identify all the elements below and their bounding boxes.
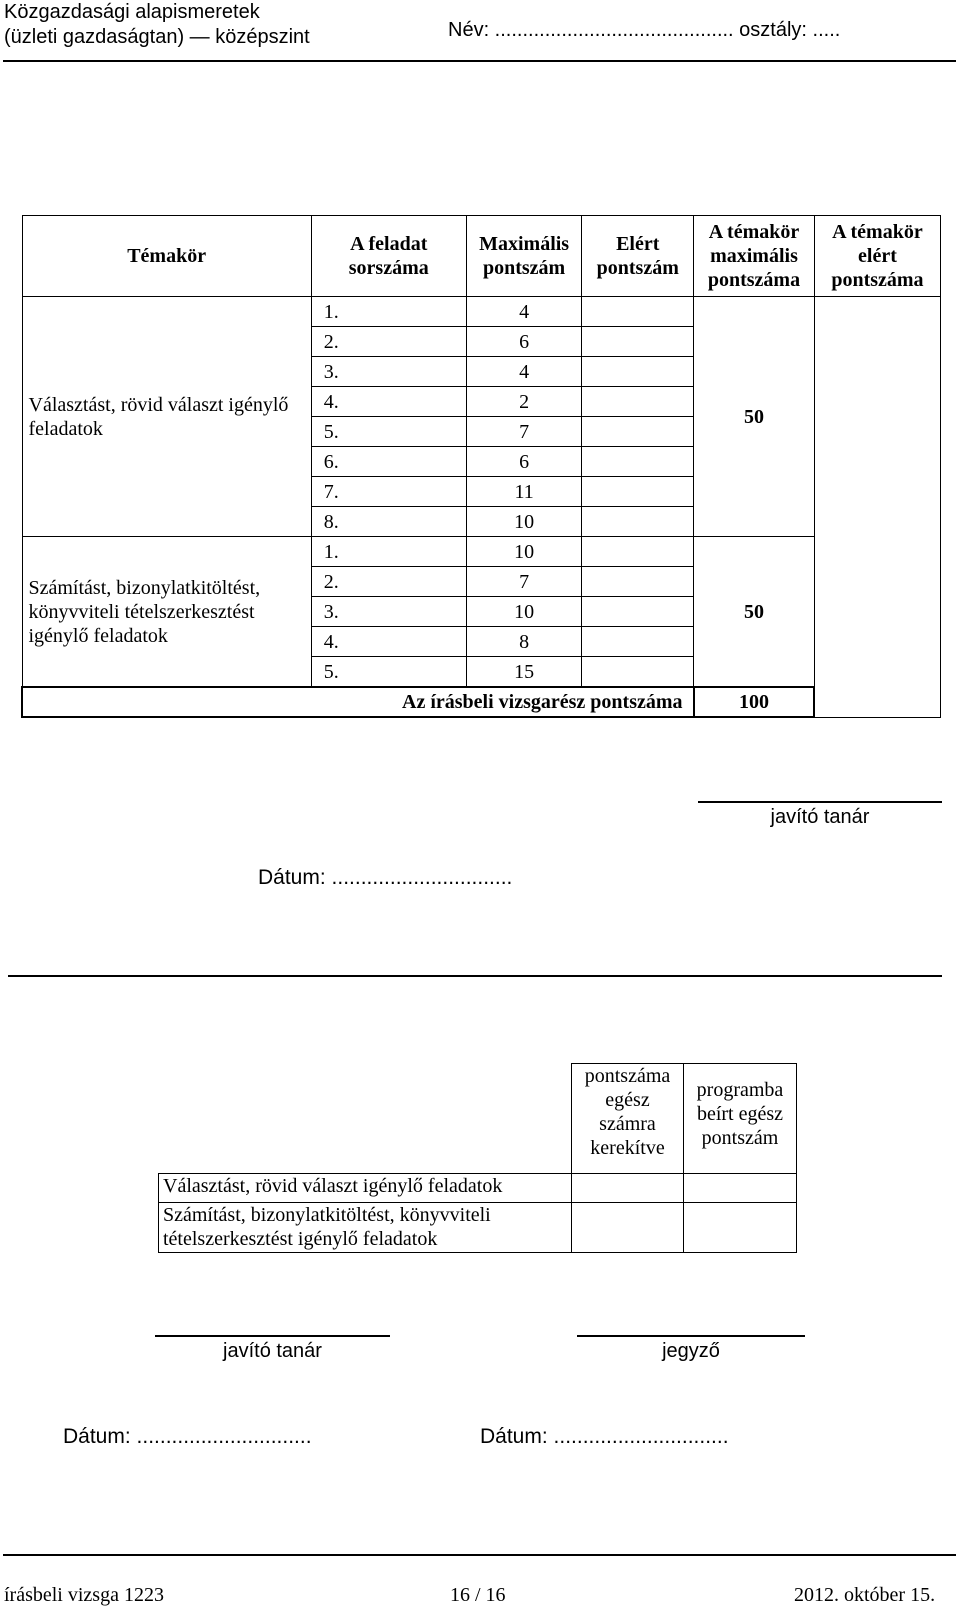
program-score-cell bbox=[684, 1174, 797, 1203]
score-table bbox=[21, 215, 941, 718]
topic-max-points: 50 bbox=[694, 297, 815, 537]
total-max-points: 100 bbox=[694, 687, 815, 717]
max-points: 15 bbox=[466, 657, 582, 688]
footer-exam-code: írásbeli vizsga 1223 bbox=[4, 1584, 164, 1606]
max-points: 7 bbox=[466, 567, 582, 597]
col-header-task-number: A feladat sorszáma bbox=[311, 216, 466, 297]
achieved-points-cell bbox=[582, 507, 694, 537]
task-number: 1. bbox=[311, 297, 466, 327]
program-score-cell bbox=[684, 1203, 797, 1253]
topic-achieved-cell bbox=[814, 297, 940, 718]
date-field-grader: Dátum: .............................. bbox=[63, 1425, 312, 1448]
task-number: 1. bbox=[311, 537, 466, 567]
max-points: 10 bbox=[466, 537, 582, 567]
signature-label-notary: jegyző bbox=[662, 1340, 720, 1362]
header-rounded-score bbox=[572, 1064, 684, 1174]
achieved-points-cell bbox=[582, 537, 694, 567]
achieved-points-cell bbox=[582, 387, 694, 417]
achieved-points-cell bbox=[582, 567, 694, 597]
task-number: 4. bbox=[311, 387, 466, 417]
max-points: 4 bbox=[466, 297, 582, 327]
max-points: 6 bbox=[466, 447, 582, 477]
section-divider bbox=[8, 975, 942, 977]
topic-name: Választást, rövid választ igénylő feladatok bbox=[22, 297, 311, 537]
task-number: 2. bbox=[311, 567, 466, 597]
max-points: 8 bbox=[466, 627, 582, 657]
task-number: 4. bbox=[311, 627, 466, 657]
signature-line bbox=[698, 801, 942, 803]
task-number: 8. bbox=[311, 507, 466, 537]
header-program-score-text: programba beírt egész pontszám bbox=[696, 1079, 784, 1149]
max-points: 6 bbox=[466, 327, 582, 357]
achieved-points-cell bbox=[582, 627, 694, 657]
col-header-max-points: Maximális pontszám bbox=[466, 216, 582, 297]
row-label-choice-tasks: Választást, rövid választ igénylő feladatok bbox=[159, 1174, 572, 1203]
footer-date: 2012. október 15. bbox=[794, 1584, 936, 1606]
table-row bbox=[22, 537, 941, 567]
header-rule bbox=[3, 60, 956, 62]
task-number: 2. bbox=[311, 327, 466, 357]
empty-corner-cell bbox=[159, 1064, 572, 1174]
rounded-score-cell bbox=[572, 1174, 684, 1203]
header-title-line2: (üzleti gazdaságtan) — középszint bbox=[4, 26, 310, 48]
achieved-points-cell bbox=[582, 477, 694, 507]
task-number: 7. bbox=[311, 477, 466, 507]
achieved-points-cell bbox=[582, 327, 694, 357]
achieved-points-cell bbox=[582, 357, 694, 387]
signature-label-grader: javító tanár bbox=[223, 1340, 322, 1362]
header-rounded-score-text: pontszáma egész számra kerekítve bbox=[584, 1065, 671, 1159]
max-points: 11 bbox=[466, 477, 582, 507]
signature-line bbox=[155, 1335, 390, 1337]
achieved-points-cell bbox=[582, 417, 694, 447]
topic-max-points: 50 bbox=[694, 537, 815, 688]
col-header-achieved-points: Elért pontszám bbox=[582, 216, 694, 297]
col-header-topic: Témakör bbox=[22, 216, 311, 297]
max-points: 4 bbox=[466, 357, 582, 387]
max-points: 10 bbox=[466, 507, 582, 537]
achieved-points-cell bbox=[582, 447, 694, 477]
header-title bbox=[4, 0, 310, 50]
signature-line bbox=[577, 1335, 805, 1337]
rounded-score-cell bbox=[572, 1203, 684, 1253]
task-number: 5. bbox=[311, 657, 466, 688]
max-points: 2 bbox=[466, 387, 582, 417]
achieved-points-cell bbox=[582, 597, 694, 627]
date-field-notary: Dátum: .............................. bbox=[480, 1425, 729, 1448]
achieved-points-cell bbox=[582, 297, 694, 327]
col-header-topic-achieved: A témakör elért pontszáma bbox=[814, 216, 940, 297]
task-number: 5. bbox=[311, 417, 466, 447]
row-label-calculation-tasks: Számítást, bizonylatkitöltést, könyvviteli tételszerkesztést igénylő feladatok bbox=[159, 1203, 572, 1253]
topic-name: Számítást, bizonylatkitöltést, könyvviteli tételszerkesztést igénylő feladatok bbox=[22, 537, 311, 688]
program-entry-table bbox=[158, 1063, 797, 1253]
task-number: 3. bbox=[311, 357, 466, 387]
total-row bbox=[22, 687, 941, 717]
footer-page-number: 16 / 16 bbox=[450, 1584, 506, 1606]
name-class-field: Név: ........................................... osztály: ..... bbox=[448, 19, 841, 41]
date-field: Dátum: ............................... bbox=[258, 866, 513, 889]
max-points: 7 bbox=[466, 417, 582, 447]
col-header-topic-max: A témakör maximális pontszáma bbox=[694, 216, 815, 297]
total-label: Az írásbeli vizsgarész pontszáma bbox=[22, 687, 694, 717]
header-title-line1: Közgazdasági alapismeretek bbox=[4, 1, 260, 23]
task-number: 3. bbox=[311, 597, 466, 627]
table-row bbox=[22, 297, 941, 327]
signature-label-grader: javító tanár bbox=[770, 806, 870, 828]
task-number: 6. bbox=[311, 447, 466, 477]
footer-rule bbox=[3, 1554, 956, 1556]
header-program-score bbox=[684, 1064, 797, 1174]
achieved-points-cell bbox=[582, 657, 694, 688]
max-points: 10 bbox=[466, 597, 582, 627]
